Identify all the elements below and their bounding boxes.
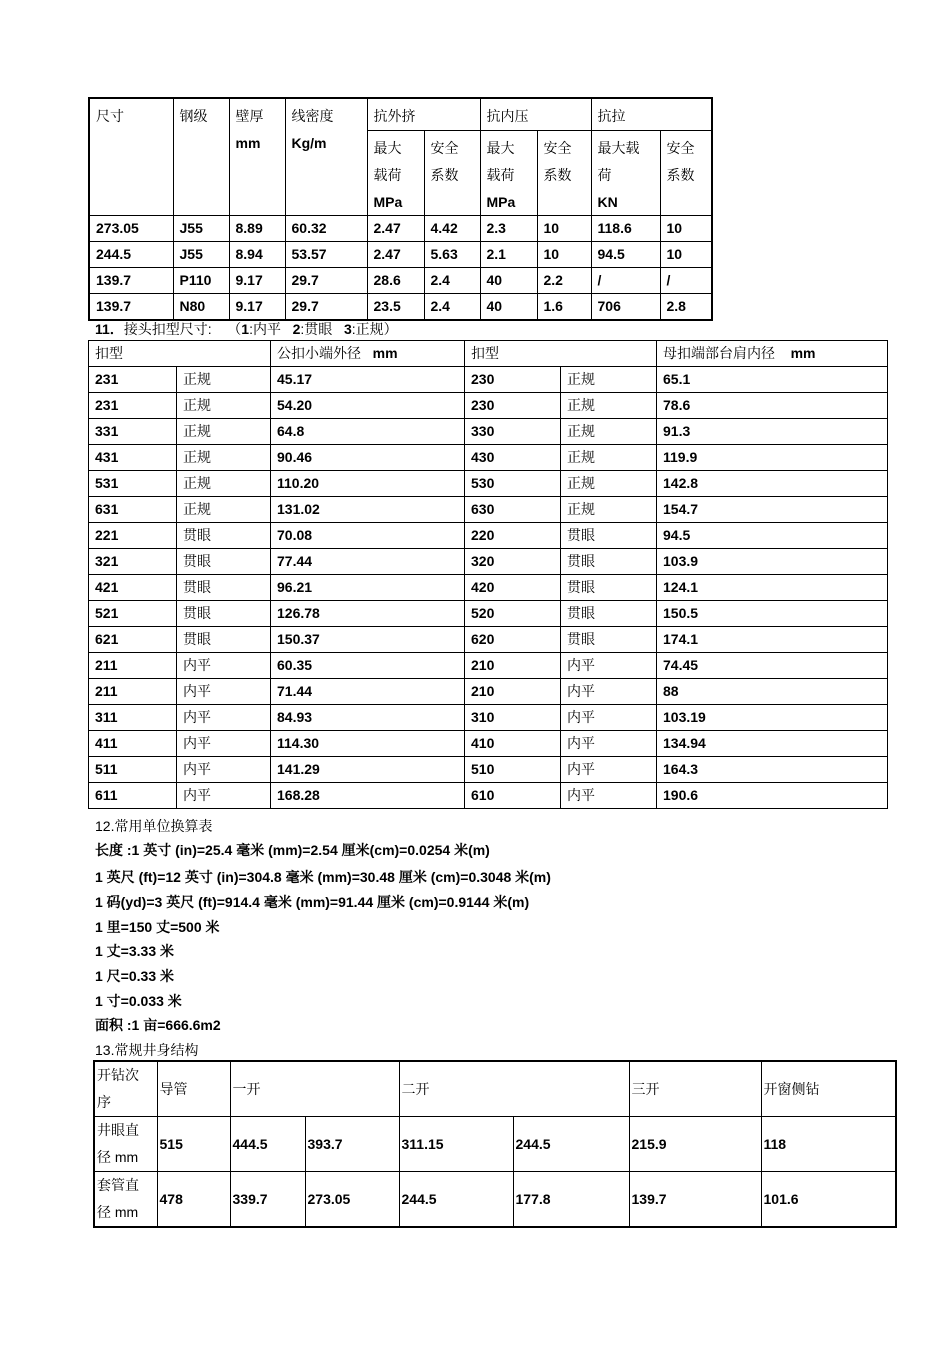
header-collapse: 抗外挤 bbox=[367, 98, 480, 131]
table-cell: 77.44 bbox=[271, 549, 465, 575]
header-box-id: 母扣端部台肩内径 mm bbox=[657, 341, 888, 367]
table-cell: 110.20 bbox=[271, 471, 465, 497]
table-cell: 420 bbox=[465, 575, 561, 601]
table-cell: 221 bbox=[89, 523, 177, 549]
header-window-sidetrack: 开窗侧钻 bbox=[761, 1061, 896, 1117]
table-cell: 331 bbox=[89, 419, 177, 445]
table-row bbox=[89, 367, 888, 393]
header-collapse-max-load: 最大 载荷 MPa bbox=[367, 131, 424, 216]
well-structure-table bbox=[93, 1060, 897, 1228]
table-cell: 230 bbox=[465, 367, 561, 393]
table-cell: 531 bbox=[89, 471, 177, 497]
header-tensile-safety: 安全 系数 bbox=[660, 131, 712, 216]
table-cell: 内平 bbox=[177, 653, 271, 679]
table-cell: 正规 bbox=[561, 471, 657, 497]
table-row bbox=[89, 627, 888, 653]
table-cell: 620 bbox=[465, 627, 561, 653]
table-cell: 231 bbox=[89, 393, 177, 419]
table-cell: 430 bbox=[465, 445, 561, 471]
table-cell: 内平 bbox=[177, 757, 271, 783]
table-cell: 150.37 bbox=[271, 627, 465, 653]
table-cell: 321 bbox=[89, 549, 177, 575]
table-row bbox=[89, 549, 888, 575]
table-cell: 内平 bbox=[177, 679, 271, 705]
table-cell: 内平 bbox=[561, 705, 657, 731]
table-cell: 220 bbox=[465, 523, 561, 549]
table-cell: 96.21 bbox=[271, 575, 465, 601]
unit-line-8: 面积 :1 亩=666.6m2 bbox=[95, 1017, 221, 1033]
table-cell: 511 bbox=[89, 757, 177, 783]
hole-diameter-label: 井眼直 径 mm bbox=[94, 1117, 157, 1172]
table-row: 244.5 J55 8.94 53.57 2.47 5.63 2.1 10 94.5 10 bbox=[89, 242, 712, 268]
table-cell: 内平 bbox=[561, 679, 657, 705]
table-cell: 150.5 bbox=[657, 601, 888, 627]
table-cell: 60.35 bbox=[271, 653, 465, 679]
table-cell: 正规 bbox=[177, 367, 271, 393]
table-cell: 内平 bbox=[561, 731, 657, 757]
table-cell: 510 bbox=[465, 757, 561, 783]
header-wall-thickness: 壁厚 mm bbox=[229, 98, 285, 216]
table-row bbox=[89, 653, 888, 679]
table-row bbox=[89, 419, 888, 445]
section-12-heading: 12.常用单位换算表 bbox=[95, 818, 213, 834]
table-row bbox=[89, 497, 888, 523]
header-burst: 抗内压 bbox=[480, 98, 591, 131]
table-cell: 134.94 bbox=[657, 731, 888, 757]
table-cell: 610 bbox=[465, 783, 561, 809]
table-cell: 贯眼 bbox=[561, 523, 657, 549]
unit-line-2: 1 英尺 (ft)=12 英寸 (in)=304.8 毫米 (mm)=30.48 厘米 (cm)=0.3048 米(m) bbox=[95, 869, 551, 885]
header-linear-density: 线密度 Kg/m bbox=[285, 98, 367, 216]
table-cell: 正规 bbox=[561, 419, 657, 445]
table-cell: 内平 bbox=[561, 653, 657, 679]
table-cell: 126.78 bbox=[271, 601, 465, 627]
table-cell: 88 bbox=[657, 679, 888, 705]
table-cell: 124.1 bbox=[657, 575, 888, 601]
table-cell: 贯眼 bbox=[561, 549, 657, 575]
table-cell: 54.20 bbox=[271, 393, 465, 419]
header-drilling-sequence: 开钻次 序 bbox=[94, 1061, 157, 1117]
table-cell: 正规 bbox=[177, 497, 271, 523]
table-cell: 贯眼 bbox=[561, 575, 657, 601]
table-cell: 421 bbox=[89, 575, 177, 601]
table-cell: 310 bbox=[465, 705, 561, 731]
header-tensile-max-load: 最大载 荷 KN bbox=[591, 131, 660, 216]
table-cell: 贯眼 bbox=[177, 523, 271, 549]
table-row bbox=[89, 393, 888, 419]
table-cell: 530 bbox=[465, 471, 561, 497]
table-cell: 142.8 bbox=[657, 471, 888, 497]
table-cell: 贯眼 bbox=[177, 601, 271, 627]
hole-diameter-row: 井眼直 径 mm 515 444.5 393.7 311.15 244.5 215.9 118 bbox=[94, 1117, 896, 1172]
table-cell: 90.46 bbox=[271, 445, 465, 471]
table-row bbox=[89, 705, 888, 731]
table-cell: 70.08 bbox=[271, 523, 465, 549]
table-row bbox=[89, 523, 888, 549]
table-cell: 630 bbox=[465, 497, 561, 523]
header-grade: 钢级 bbox=[173, 98, 229, 216]
header-size: 尺寸 bbox=[89, 98, 173, 216]
table-cell: 91.3 bbox=[657, 419, 888, 445]
header-thread-type-right: 扣型 bbox=[465, 341, 657, 367]
table-cell: 内平 bbox=[177, 783, 271, 809]
table-cell: 贯眼 bbox=[177, 627, 271, 653]
table-cell: 贯眼 bbox=[561, 627, 657, 653]
joint-thread-table bbox=[88, 340, 888, 809]
header-thread-type-left: 扣型 bbox=[89, 341, 271, 367]
table-row bbox=[89, 757, 888, 783]
table-cell: 168.28 bbox=[271, 783, 465, 809]
table-cell: 131.02 bbox=[271, 497, 465, 523]
table-cell: 94.5 bbox=[657, 523, 888, 549]
table-cell: 119.9 bbox=[657, 445, 888, 471]
table-cell: 内平 bbox=[177, 731, 271, 757]
table-row: 273.05 J55 8.89 60.32 2.47 4.42 2.3 10 118.6 10 bbox=[89, 216, 712, 242]
table-cell: 114.30 bbox=[271, 731, 465, 757]
table-cell: 84.93 bbox=[271, 705, 465, 731]
table-row bbox=[89, 783, 888, 809]
table-cell: 210 bbox=[465, 679, 561, 705]
header-first-spud: 一开 bbox=[230, 1061, 399, 1117]
unit-line-4: 1 里=150 丈=500 米 bbox=[95, 919, 220, 935]
table-cell: 141.29 bbox=[271, 757, 465, 783]
table-cell: 正规 bbox=[177, 445, 271, 471]
table-cell: 内平 bbox=[561, 757, 657, 783]
table-row: 139.7 P110 9.17 29.7 28.6 2.4 40 2.2 / / bbox=[89, 268, 712, 294]
header-third-spud: 三开 bbox=[629, 1061, 761, 1117]
header-burst-max-load: 最大 载荷 MPa bbox=[480, 131, 537, 216]
casing-strength-table bbox=[88, 97, 713, 321]
header-pin-od: 公扣小端外径 mm bbox=[271, 341, 465, 367]
table-cell: 正规 bbox=[177, 471, 271, 497]
table-cell: 贯眼 bbox=[561, 601, 657, 627]
table-cell: 164.3 bbox=[657, 757, 888, 783]
table-row bbox=[89, 731, 888, 757]
table-cell: 231 bbox=[89, 367, 177, 393]
table-row: 139.7 N80 9.17 29.7 23.5 2.4 40 1.6 706 2.8 bbox=[89, 294, 712, 321]
table-cell: 103.19 bbox=[657, 705, 888, 731]
table-cell: 230 bbox=[465, 393, 561, 419]
table-cell: 正规 bbox=[561, 393, 657, 419]
unit-line-5: 1 丈=3.33 米 bbox=[95, 943, 174, 959]
unit-line-7: 1 寸=0.033 米 bbox=[95, 993, 182, 1009]
table-cell: 贯眼 bbox=[177, 575, 271, 601]
table-cell: 174.1 bbox=[657, 627, 888, 653]
table-cell: 78.6 bbox=[657, 393, 888, 419]
table-cell: 正规 bbox=[561, 445, 657, 471]
casing-diameter-label: 套管直 径 mm bbox=[94, 1172, 157, 1228]
table-row bbox=[89, 679, 888, 705]
table-row bbox=[89, 601, 888, 627]
table-cell: 103.9 bbox=[657, 549, 888, 575]
section-11-heading: 11．接头扣型尺寸: （1:内平 2:贯眼 3:正规） bbox=[95, 321, 398, 337]
table-cell: 631 bbox=[89, 497, 177, 523]
header-collapse-safety: 安全 系数 bbox=[424, 131, 480, 216]
table-cell: 正规 bbox=[177, 419, 271, 445]
table-cell: 45.17 bbox=[271, 367, 465, 393]
table-cell: 正规 bbox=[177, 393, 271, 419]
table-cell: 74.45 bbox=[657, 653, 888, 679]
table-cell: 正规 bbox=[561, 367, 657, 393]
table-cell: 320 bbox=[465, 549, 561, 575]
table-cell: 411 bbox=[89, 731, 177, 757]
table-cell: 154.7 bbox=[657, 497, 888, 523]
section-13-heading: 13.常规井身结构 bbox=[95, 1042, 199, 1058]
table-cell: 211 bbox=[89, 653, 177, 679]
table-row bbox=[89, 445, 888, 471]
table-row bbox=[89, 575, 888, 601]
table-cell: 正规 bbox=[561, 497, 657, 523]
table-cell: 190.6 bbox=[657, 783, 888, 809]
table-cell: 431 bbox=[89, 445, 177, 471]
table-cell: 内平 bbox=[177, 705, 271, 731]
header-burst-safety: 安全 系数 bbox=[537, 131, 591, 216]
header-second-spud: 二开 bbox=[399, 1061, 629, 1117]
table-cell: 65.1 bbox=[657, 367, 888, 393]
unit-line-6: 1 尺=0.33 米 bbox=[95, 968, 174, 984]
table-cell: 611 bbox=[89, 783, 177, 809]
table-cell: 210 bbox=[465, 653, 561, 679]
table-row bbox=[89, 471, 888, 497]
table-cell: 贯眼 bbox=[177, 549, 271, 575]
table-cell: 621 bbox=[89, 627, 177, 653]
header-conductor: 导管 bbox=[157, 1061, 230, 1117]
table-cell: 410 bbox=[465, 731, 561, 757]
table-cell: 64.8 bbox=[271, 419, 465, 445]
table-cell: 330 bbox=[465, 419, 561, 445]
table-cell: 211 bbox=[89, 679, 177, 705]
table-cell: 311 bbox=[89, 705, 177, 731]
casing-diameter-row: 套管直 径 mm 478 339.7 273.05 244.5 177.8 139.7 101.6 bbox=[94, 1172, 896, 1228]
table-cell: 71.44 bbox=[271, 679, 465, 705]
header-tensile: 抗拉 bbox=[591, 98, 712, 131]
unit-line-1: 长度 :1 英寸 (in)=25.4 毫米 (mm)=2.54 厘米(cm)=0.0254 米(m) bbox=[95, 842, 490, 858]
table-cell: 521 bbox=[89, 601, 177, 627]
table-cell: 内平 bbox=[561, 783, 657, 809]
table-cell: 520 bbox=[465, 601, 561, 627]
unit-line-3: 1 码(yd)=3 英尺 (ft)=914.4 毫米 (mm)=91.44 厘米 (cm)=0.9144 米(m) bbox=[95, 894, 530, 910]
